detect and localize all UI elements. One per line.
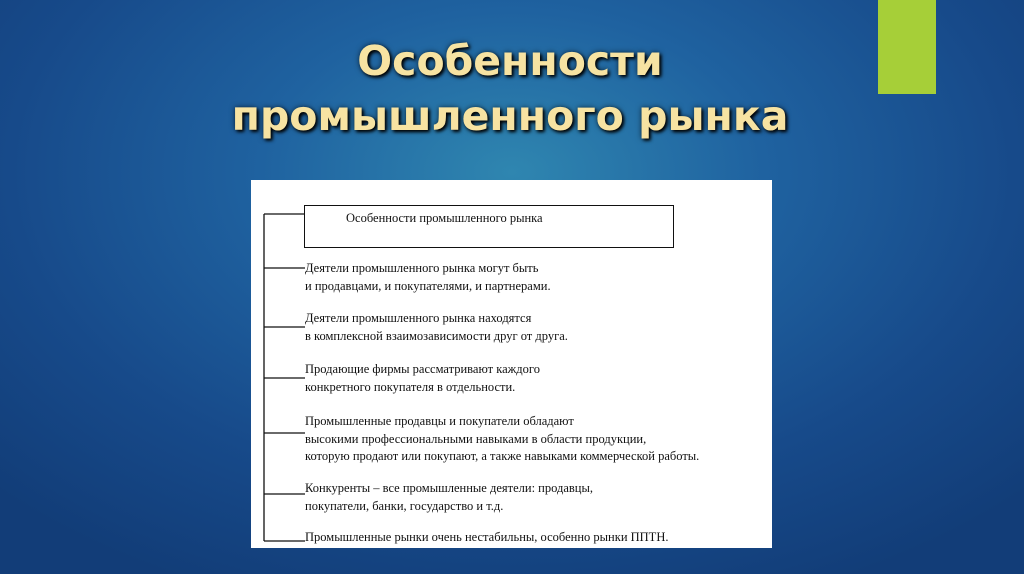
feature-line: Деятели промышленного рынка находятся bbox=[305, 311, 532, 325]
feature-line: Промышленные продавцы и покупатели обладают bbox=[305, 414, 574, 428]
slide-title-line-1: Особенности bbox=[357, 37, 663, 85]
feature-line: конкретного покупателя в отдельности. bbox=[305, 379, 516, 394]
accent-bar bbox=[878, 0, 936, 94]
feature-item-3 bbox=[305, 361, 540, 396]
feature-line: высокими профессиональными навыками в области продукции, bbox=[305, 431, 647, 446]
feature-item-6 bbox=[305, 529, 668, 547]
feature-line: Продающие фирмы рассматривают каждого bbox=[305, 362, 540, 376]
feature-item-1 bbox=[305, 260, 551, 295]
slide-title bbox=[140, 34, 880, 144]
feature-line: и продавцами, и покупателями, и партнерами. bbox=[305, 278, 551, 293]
feature-item-4 bbox=[305, 413, 699, 466]
feature-line: в комплексной взаимозависимости друг от друга. bbox=[305, 328, 568, 343]
slide-title-line-2: промышленного рынка bbox=[231, 92, 789, 140]
feature-item-2 bbox=[305, 310, 568, 345]
feature-item-5 bbox=[305, 480, 593, 515]
feature-line: которую продают или покупают, а также навыками коммерческой работы. bbox=[305, 449, 700, 463]
diagram-header-label: Особенности промышленного рынка bbox=[346, 211, 543, 225]
diagram-panel bbox=[251, 180, 772, 548]
feature-line: покупатели, банки, государство и т.д. bbox=[305, 498, 504, 513]
feature-line: Конкуренты – все промышленные деятели: продавцы, bbox=[305, 481, 594, 495]
feature-line: Промышленные рынки очень нестабильны, особенно рынки ППТН. bbox=[305, 530, 669, 544]
feature-line: Деятели промышленного рынка могут быть bbox=[305, 261, 539, 275]
